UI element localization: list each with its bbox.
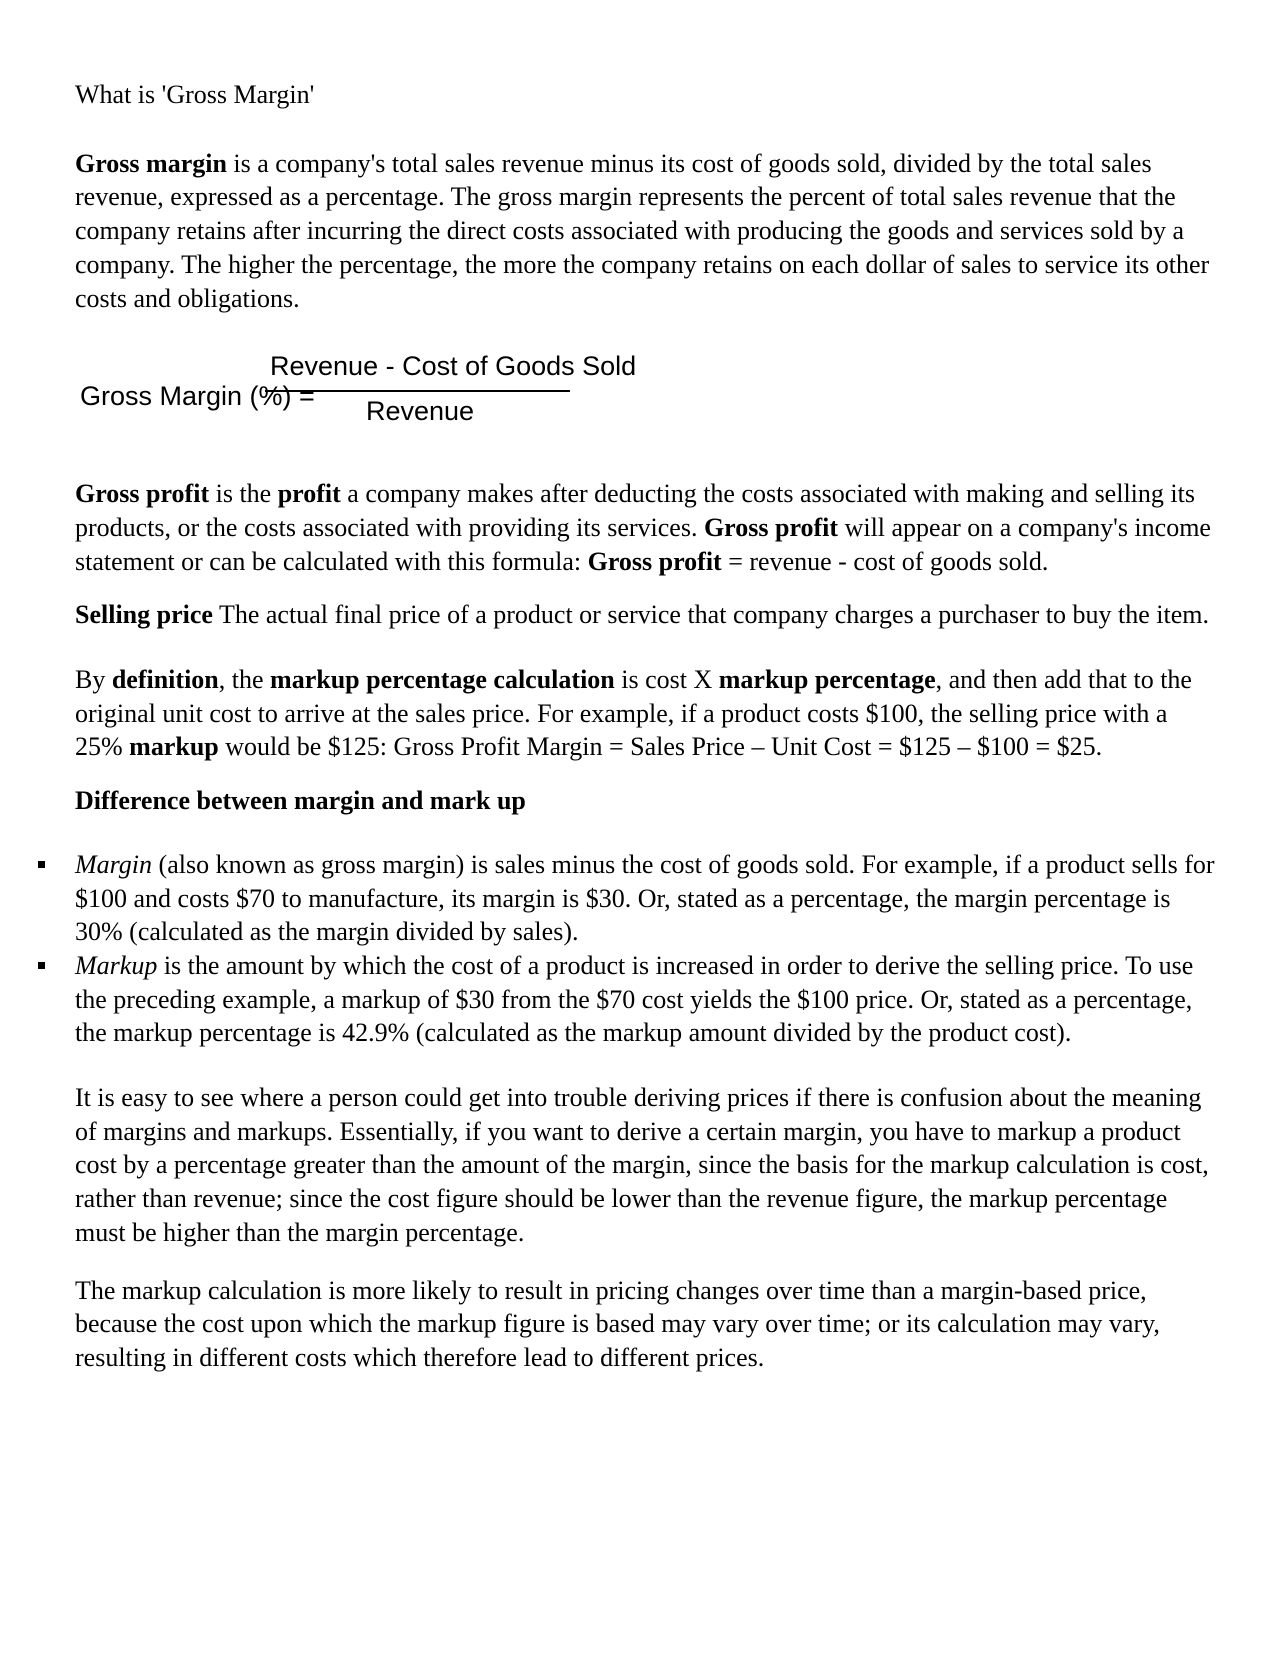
markup-item-text: is the amount by which the cost of a product is increased in order to derive the selling price. To use the preceding example, a markup of $30 from the $70 cost yields the $100 price. Or, stated as a percentage, the markup percentage is 42.9% (calculated as the markup amount divided by the product cost). (75, 950, 1194, 1048)
paragraph-gross-margin-definition (75, 147, 1215, 316)
markup-text-3: , and then add that to the original unit cost to arrive at the sales price. For example, if a product costs $100, the selling price with a 25% (75, 665, 1192, 762)
markup-text-1: , the (218, 665, 271, 695)
term-margin: Margin (75, 849, 153, 879)
square-bullet-icon (38, 861, 45, 868)
markup-text-0: By (75, 665, 112, 695)
gross-profit-text-1: is the (209, 479, 278, 509)
markup-text-4: would be $125: Gross Profit Margin = Sales Price – Unit Cost = $125 – $100 = $25. (218, 732, 1103, 762)
formula-denominator: Revenue (365, 396, 475, 427)
gross-margin-definition-text: is a company's total sales revenue minus its cost of goods sold, divided by the total sales revenue, expressed as a percentage. The gross margin represents the percent of total sales revenue that the company retains after incurring the direct costs associated with producing the goods and services sold by a company. The higher the percentage, the more the company retains on each dollar of sales to service its other costs and obligations. (75, 148, 1210, 313)
formula-left-side: Gross Margin (%) = (80, 381, 315, 412)
list-item-margin (75, 848, 1215, 949)
document-title: What is 'Gross Margin' (75, 80, 315, 109)
paragraph-pricing-changes: The markup calculation is more likely to result in pricing changes over time than a margin-based price, because the cost upon which the markup figure is based may vary over time; or its calculation may vary, resulting in different costs which therefore lead to different prices. (75, 1275, 1160, 1372)
term-definition: definition (111, 665, 219, 695)
section-heading-difference (75, 784, 1215, 818)
term-gross-profit: Gross profit (75, 479, 210, 509)
paragraph-selling-price (75, 598, 1215, 632)
formula-fraction-bar (265, 390, 570, 392)
term-gross-margin: Gross margin (75, 148, 227, 178)
section-heading-text: Difference between margin and mark up (75, 786, 526, 816)
term-markup-percentage: markup percentage (718, 665, 936, 695)
paragraph-confusion: It is easy to see where a person could get into trouble deriving prices if there is confusion about the meaning of margins and markups. Essentially, if you want to derive a certain margin, you have to markup a product cost by a percentage greater than the amount of the margin, since the basis for the markup calculation is cost, rather than revenue; since the cost figure should be lower than the revenue figure, the markup percentage must be higher than the margin percentage. (75, 1083, 1209, 1247)
term-gross-profit-3: Gross profit (587, 546, 722, 576)
square-bullet-icon (38, 962, 45, 969)
term-gross-profit-2: Gross profit (703, 512, 839, 542)
paragraph-gross-profit (75, 477, 1215, 578)
term-markup: markup (129, 732, 219, 762)
term-selling-price: Selling price (75, 600, 213, 630)
document-page (75, 78, 1215, 1375)
selling-price-text: The actual final price of a product or service that company charges a purchaser to buy the item. (212, 600, 1209, 630)
term-markup-italic: Markup (75, 950, 158, 980)
gross-margin-formula (75, 349, 1215, 447)
term-markup-percentage-calculation: markup percentage calculation (270, 665, 615, 695)
bullet-list (75, 848, 1215, 1050)
margin-item-text: (also known as gross margin) is sales minus the cost of goods sold. For example, if a product sells for $100 and costs $70 to manufacture, its margin is $30. Or, stated as a percentage, the margin percentage is 30% (calculated as the margin divided by sales). (75, 849, 1215, 947)
gross-profit-text-3: will appear on a company's income statement or can be calculated with this formula: (75, 512, 1211, 576)
gross-profit-text-2: a company makes after deducting the costs associated with making and selling its products, or the costs associated with providing its services. (75, 479, 1195, 542)
gross-profit-text-4: = revenue - cost of goods sold. (721, 546, 1049, 576)
markup-text-2: is cost X (614, 665, 719, 695)
formula-numerator: Revenue - Cost of Goods Sold (270, 351, 637, 382)
term-profit: profit (277, 479, 341, 509)
paragraph-markup-definition (75, 663, 1215, 764)
list-item-markup (75, 949, 1215, 1050)
